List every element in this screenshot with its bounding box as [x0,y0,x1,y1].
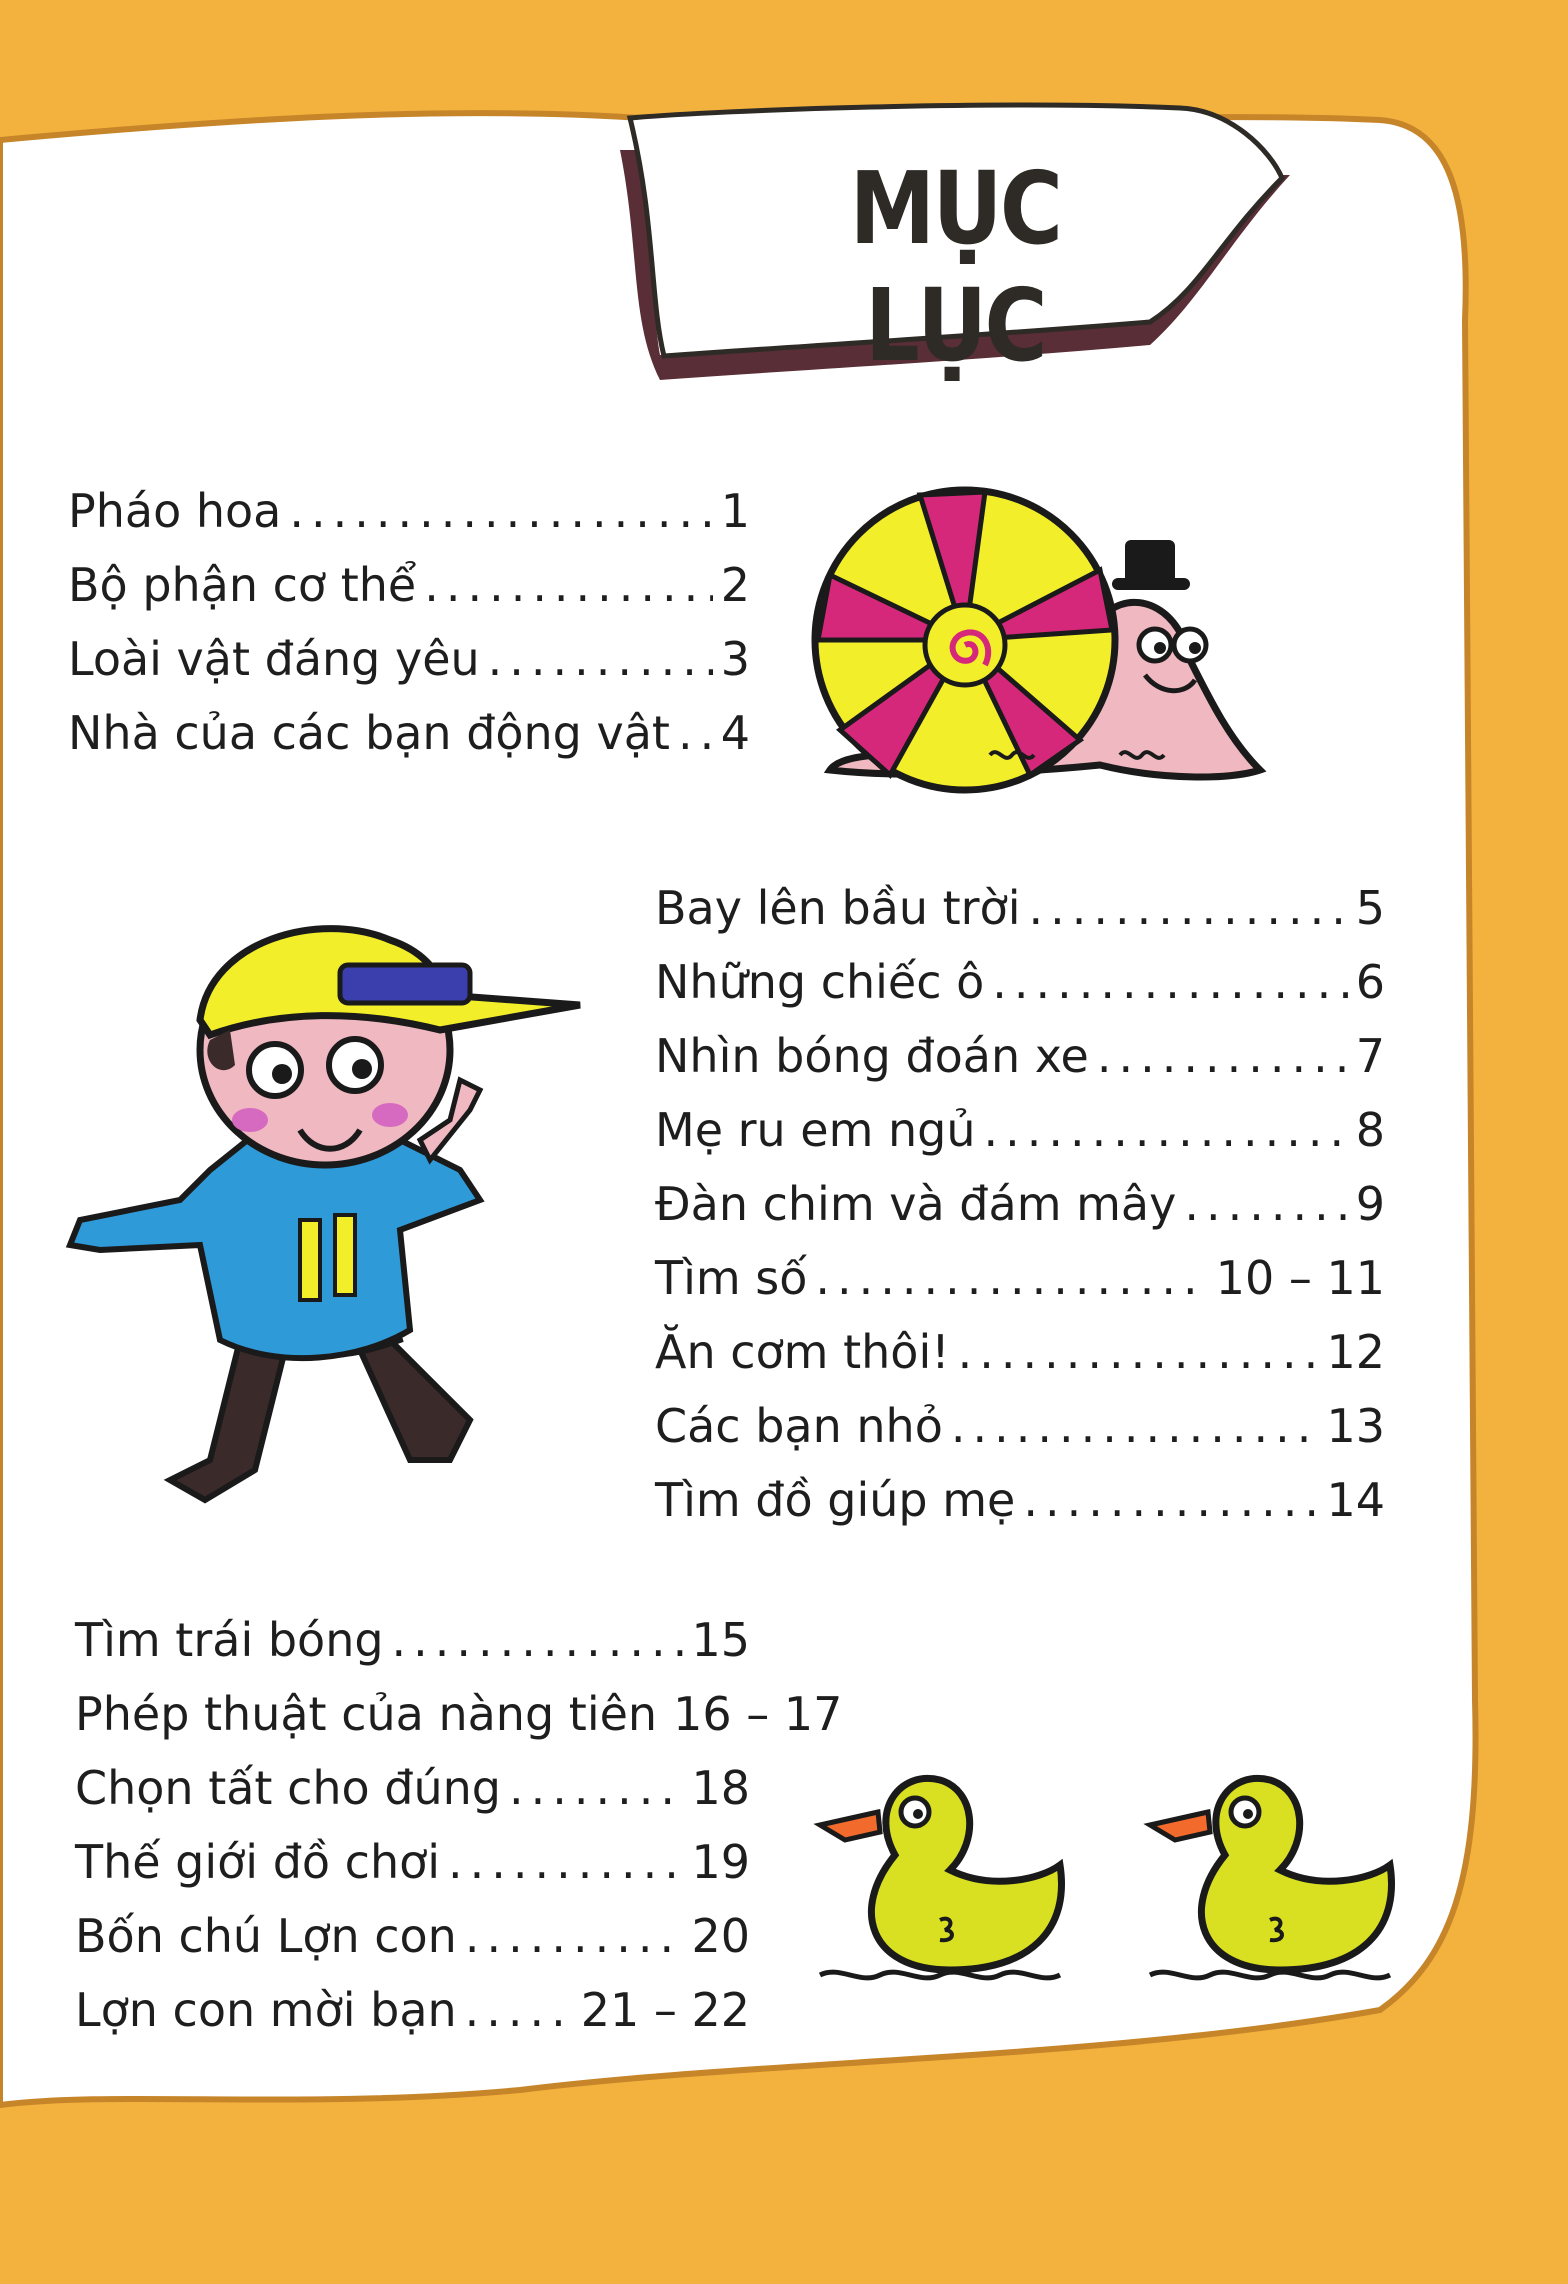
toc-entry-page: 13 [1326,1399,1385,1453]
toc-leader-dots [992,959,1347,1005]
snail-icon [800,480,1280,810]
toc-entry-label: Bộ phận cơ thể [68,558,417,612]
toc-leader-dots [1184,1181,1347,1227]
toc-entry [75,1687,843,1741]
toc-leader-dots [509,1765,683,1811]
toc-entry-label: Những chiếc ô [655,955,985,1009]
toc-leader-dots [951,1403,1319,1449]
toc-entry-label: Phép thuật của nàng tiên [75,1687,658,1741]
toc-entry [75,1613,750,1667]
toc-entry-page: 9 [1355,1177,1385,1231]
toc-entry-page: 18 [691,1761,750,1815]
toc-entry [75,1983,750,2037]
toc-entry-label: Mẹ ru em ngủ [655,1103,976,1157]
toc-entry [68,706,750,760]
toc-leader-dots [678,710,713,756]
toc-entry [655,1103,1385,1157]
toc-entry [655,1399,1385,1453]
toc-leader-dots [465,1987,573,2033]
toc-entry-page: 2 [720,558,750,612]
toc-entry-label: Thế giới đồ chơi [75,1835,441,1889]
toc-entry [655,1029,1385,1083]
toc-entry-label: Tìm trái bóng [75,1613,384,1667]
toc-entry [68,484,750,538]
toc-entry-page: 16 – 17 [673,1687,843,1741]
toc-entry [655,881,1385,935]
duck-icon [800,1770,1090,1990]
toc-leader-dots [1028,885,1347,931]
page-title: MỤC LỤC [849,150,1061,384]
boy-icon [60,900,620,1520]
toc-entry-label: Chọn tất cho đúng [75,1761,501,1815]
toc-leader-dots [289,488,712,534]
toc-entry-page: 6 [1355,955,1385,1009]
toc-entry-page: 3 [720,632,750,686]
toc-entry-page: 8 [1355,1103,1385,1157]
toc-entry-label: Pháo hoa [68,484,282,538]
toc-entry [655,1177,1385,1231]
toc-entry [655,1325,1385,1379]
toc-entry-page: 10 – 11 [1215,1251,1385,1305]
toc-entry-page: 15 [691,1613,750,1667]
toc-entry-label: Nhìn bóng đoán xe [655,1029,1089,1083]
toc-leader-dots [1023,1477,1318,1523]
toc-entry-label: Tìm đồ giúp mẹ [655,1473,1016,1527]
toc-entry [75,1835,750,1889]
toc-entry-label: Bốn chú Lợn con [75,1909,457,1963]
toc-entry-page: 1 [720,484,750,538]
toc-leader-dots [958,1329,1319,1375]
toc-entry-page: 21 – 22 [580,1983,750,2037]
toc-leader-dots [815,1255,1207,1301]
toc-entry [655,1473,1385,1527]
toc-entry-page: 4 [720,706,750,760]
toc-leader-dots [465,1913,684,1959]
toc-entry-page: 7 [1355,1029,1385,1083]
toc-entry [655,955,1385,1009]
toc-entry-label: Đàn chim và đám mây [655,1177,1177,1231]
toc-entry [75,1761,750,1815]
toc-leader-dots [984,1107,1348,1153]
toc-leader-dots [488,636,713,682]
toc-entry-page: 19 [691,1835,750,1889]
toc-entry [68,632,750,686]
toc-entry-label: Nhà của các bạn động vật [68,706,670,760]
toc-entry [655,1251,1385,1305]
toc-leader-dots [392,1617,684,1663]
toc-entry-label: Ăn cơm thôi! [655,1325,950,1379]
toc-entry-label: Tìm số [655,1251,808,1305]
toc-entry-label: Các bạn nhỏ [655,1399,943,1453]
toc-entry-label: Loài vật đáng yêu [68,632,480,686]
toc-entry-label: Bay lên bầu trời [655,881,1021,935]
toc-entry-page: 12 [1326,1325,1385,1379]
toc-entry-page: 20 [691,1909,750,1963]
toc-leader-dots [424,562,713,608]
toc-entry-page: 14 [1326,1473,1385,1527]
toc-entry [75,1909,750,1963]
toc-leader-dots [448,1839,683,1885]
duck-icon [1130,1770,1420,1990]
toc-entry-label: Lợn con mời bạn [75,1983,457,2037]
toc-entry-page: 5 [1355,881,1385,935]
toc-leader-dots [1097,1033,1348,1079]
toc-entry [68,558,750,612]
